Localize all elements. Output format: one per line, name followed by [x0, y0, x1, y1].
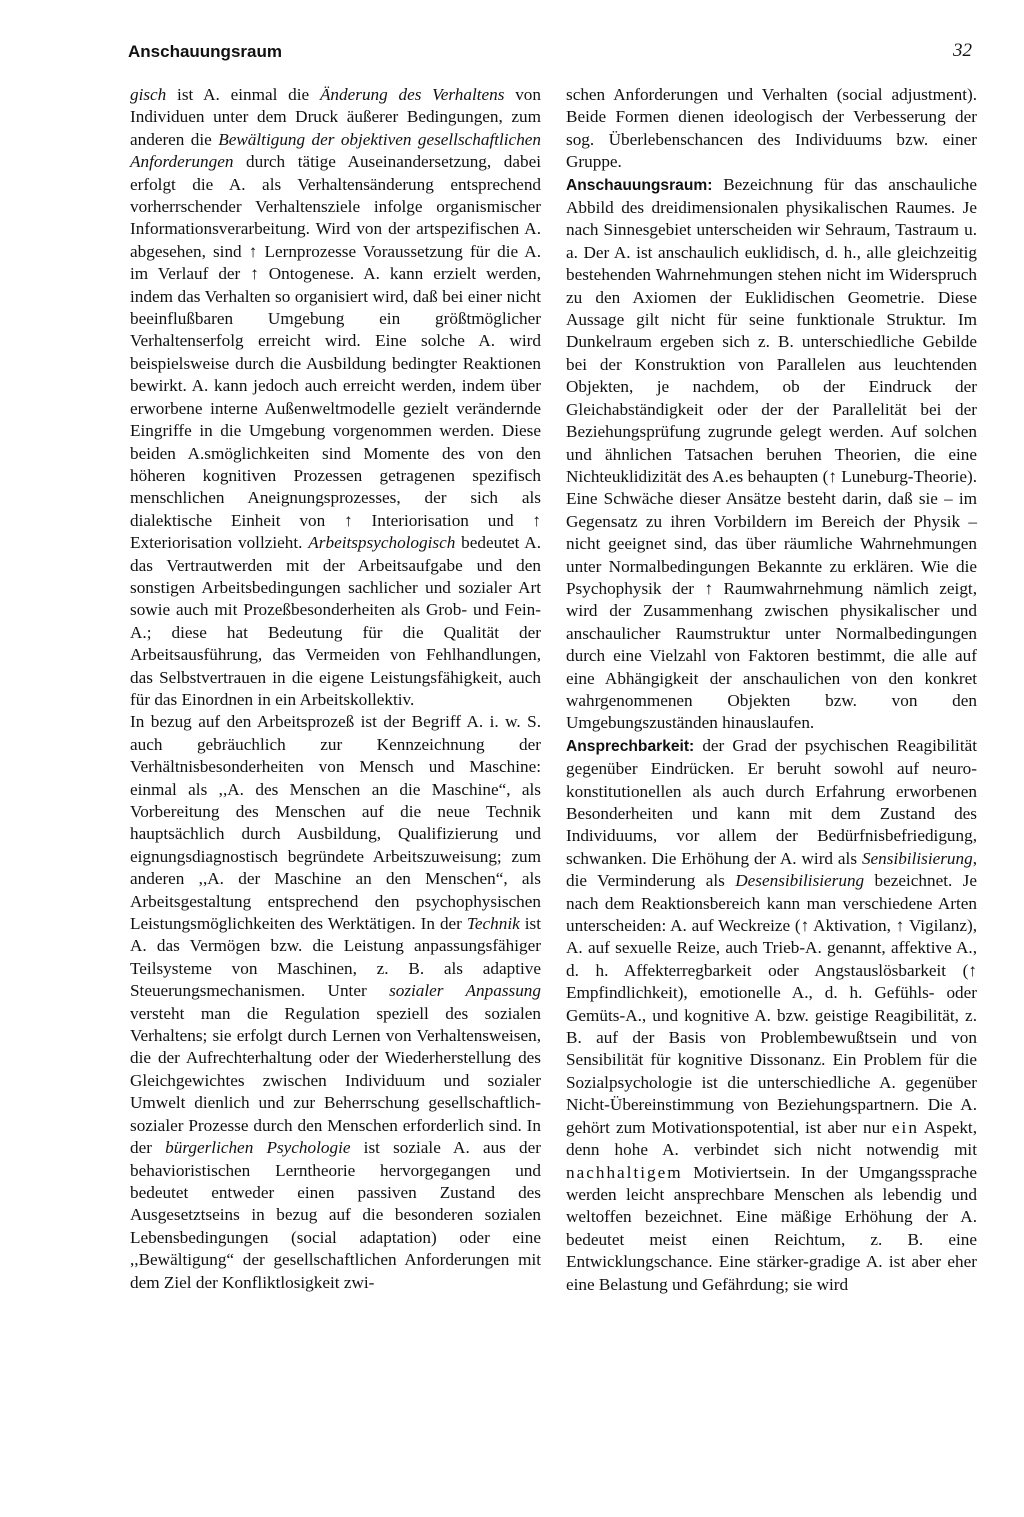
italic-text: Desensibilisierung	[735, 871, 865, 891]
body-text: bedeutet A. das Vertrautwerden mit der Arbeitsaufgabe und den sonstigen Arbeitsbedingungen sachlicher und sozialer Art sowie auch mit Prozeßbesonderheiten als Grob- und Fein-A.; diese hat Bedeutung für die Qualität der Arbeitsausführung, das Vermeiden von Fehlhandlungen, das Selbstvertrauen in die eigene Leistungsfähigkeit, auch für das Einordnen in ein Arbeitskollektiv.	[130, 533, 541, 709]
spaced-text: nachhaltigem	[566, 1162, 683, 1182]
body-text: versteht man die Regulation speziell des sozialen Verhaltens; sie erfolgt durch Lernen von Verhaltensweisen, die der Aufrechterhaltung oder der Wiederherstellung des Gleichgewichtes zwischen Individuum und sozialer Umwelt dienlich und zur Beherrschung gesellschaftlich-sozialer Prozesse durch den Menschen erforderlich sind. In der	[130, 1003, 541, 1158]
italic-text: Arbeitspsychologisch	[308, 533, 456, 553]
body-text: In bezug auf den Arbeitsprozeß ist der Begriff A. i. w. S. auch gebräuchlich zur Kennzeichnung der Verhältnisbesonderheiten von Mensch und Maschine: einmal als ,,A. des Menschen an die Maschine“, als Vorbereitung des Menschen auf die neue Technik hauptsächlich durch Ausbildung, Qualifizierung und eignungsdiagnostisch begründete Arbeitszuweisung; zum anderen ,,A. der Maschine an den Menschen“, als Arbeitsgestaltung entsprechend den psychophysischen Leistungsmöglichkeiten des Werktätigen. In der	[130, 712, 541, 934]
body-text: , die Verminderung als	[566, 848, 977, 891]
paragraph-continuation	[566, 84, 977, 174]
italic-text: Bewältigung der objektiven gesellschaftlichen Anforderungen	[130, 129, 542, 172]
body-text: schen Anforderungen und Verhalten (social adjustment). Beide Formen dienen ideologisch der Verbesserung der sog. Überlebenschancen des Individuums bzw. einer Gruppe.	[566, 85, 977, 172]
right-column	[566, 84, 977, 1296]
body-text: von Individuen unter dem Druck äußerer Bedingungen, zum anderen die	[130, 85, 541, 149]
paragraph-anpassung-continued	[130, 84, 541, 711]
italic-text: Änderung des Verhaltens	[319, 85, 505, 104]
italic-text: Sensibilisierung	[861, 848, 973, 868]
left-column	[130, 84, 541, 1294]
entry-anschauungsraum	[566, 174, 977, 735]
italic-text: gisch	[130, 85, 167, 104]
body-text: durch tätige Auseinandersetzung, dabei erfolgt die A. als Verhaltensänderung entsprechend vorherrschender Verhaltensziele infolge organismischer Informationsverarbeitung. Wird von der artspezifischen A. abgesehen, sind ↑ Lernprozesse Voraussetzung für die A. im Verlauf der ↑ Ontogenese. A. kann erzielt werden, indem das Verhalten so organisiert wird, daß bei einer nicht beeinflußbaren Umgebung ein größtmöglicher Verhaltenserfolg erreicht wird. Eine solche A. wird beispielsweise durch die Ausbildung bedingter Reaktionen bewirkt. A. kann jedoch auch erreicht werden, indem über erworbene interne Außenweltmodelle gezielt verändernde Eingriffe in die Umgebung vorgenommen werden. Diese beiden A.smöglichkeiten sind Momente des von den höheren kognitiven Prozessen getragenen spezifisch menschlichen Aneignungsprozesses, der sich als dialektische Einheit von ↑ Interiorisation und ↑ Exteriorisation vollzieht.	[130, 152, 541, 553]
entry-term: Anschauungsraum:	[566, 176, 713, 194]
body-text: ist soziale A. aus der behavioristischen Lerntheorie hervorgegangen und bedeutet entweder einen passiven Zustand des Ausgesetztseins in bezug auf die besonderen sozialen Lebensbedingungen (social adaptation) oder eine ,,Bewältigung“ der gesellschaftlichen Anforderungen mit dem Ziel der Konfliktlosigkeit zwi-	[130, 1138, 541, 1292]
italic-text: sozialer Anpassung	[389, 981, 541, 1001]
body-text: ist A. einmal die	[166, 85, 320, 104]
running-header-title: Anschauungsraum	[128, 42, 282, 61]
page-number: 32	[953, 40, 972, 61]
italic-text: bürgerlichen Psychologie	[165, 1138, 351, 1158]
body-text: Aspekt, denn hohe A. verbindet sich nicht notwendig mit	[566, 1117, 977, 1160]
entry-term: Ansprechbarkeit:	[566, 737, 695, 755]
paragraph-arbeitsprozess	[130, 711, 541, 1294]
spaced-text: ein	[891, 1117, 919, 1137]
body-text: Motiviertsein. In der Umgangssprache werden leicht ansprechbare Menschen als lebendig und weltoffen bezeichnet. Eine mäßige Erhöhung der A. bedeutet meist einen Reichtum, z. B. eine Entwicklungschance. Eine stärker-gradige A. ist aber eher eine Belastung und Gefährdung; sie wird	[566, 1162, 977, 1294]
body-text: der Grad der psychischen Reagibilität gegenüber Eindrücken. Er beruht sowohl auf neuro-konstitutionellen als auch durch Erfahrung erworbenen Besonderheiten und kann mit dem Zustand des Individuums, vor allem der Bedürfnisbefriedigung, schwanken. Die Erhöhung der A. wird als	[566, 735, 977, 868]
body-text: bezeichnet. Je nach dem Reaktionsbereich kann man verschiedene Arten unterscheiden: A. auf Weckreize (↑ Aktivation, ↑ Vigilanz), A. auf sexuelle Reize, auch Trieb-A. genannt, affektive A., d. h. Affekterregbarkeit oder Angstauslösbarkeit (↑ Empfindlichkeit), emotionelle A., d. h. Gefühls- oder Gemüts-A., und kognitive A. bzw. geistige Reagibilität, z. B. auf der Basis von Problembewußtsein und von Sensibilität für kognitive Dissonanz. Ein Problem für die Sozialpsychologie ist die unterschiedliche A. gegenüber Nicht-Übereinstimmung von Beziehungspartnern. Die A. gehört zum Motivationspotential, ist aber nur	[566, 871, 978, 1137]
body-text: ist A. das Vermögen bzw. die Leistung anpassungsfähiger Teilsysteme von Maschinen, z. B. als adaptive Steuerungsmechanismen. Unter	[130, 914, 541, 1001]
body-text: Bezeichnung für das anschauliche Abbild des dreidimensionalen physikalischen Raumes. Je nach Sinnesgebiet unterscheiden wir Sehraum, Tastraum u. a. Der A. ist anschaulich euklidisch, d. h., alle gleichzeitig bestehenden Wahrnehmungen stehen nicht im Widerspruch zu den Axiomen der Euklidischen Geometrie. Diese Aussage gilt nicht für seine funktionale Struktur. Im Dunkelraum ergeben sich z. B. unterschiedliche Gebilde bei der Konstruktion von Parallelen aus leuchtenden Objekten, je nachdem, ob der Eindruck der Gleichabständigkeit oder der der Parallelität bei der Beziehungsprüfung zugrunde gelegt werden. Auf solchen und ähnlichen Tatsachen beruhen Theorien, die eine Nichteuklidizität des A.es behaupten (↑ Luneburg-Theorie). Eine Schwäche dieser Ansätze besteht darin, daß sie – im Gegensatz zu ihren Vorbildern im Bereich der Physik – nicht geeignet sind, das über räumliche Wahrnehmungen unter Normalbedingungen Bekannte zu erklären. Wie die Psychophysik der ↑ Raumwahrnehmung nämlich zeigt, wird der Zusammenhang zwischen physikalischer und anschaulicher Raumstruktur unter Normalbedingungen durch eine Vielzahl von Faktoren bestimmt, die alle auf eine Abhängigkeit der anschaulichen von den konkret wahrgenommenen Objekten bzw. von den Umgebungszuständen hinauslaufen.	[566, 174, 977, 733]
entry-ansprechbarkeit	[566, 735, 977, 1296]
italic-text: Technik	[466, 914, 520, 934]
